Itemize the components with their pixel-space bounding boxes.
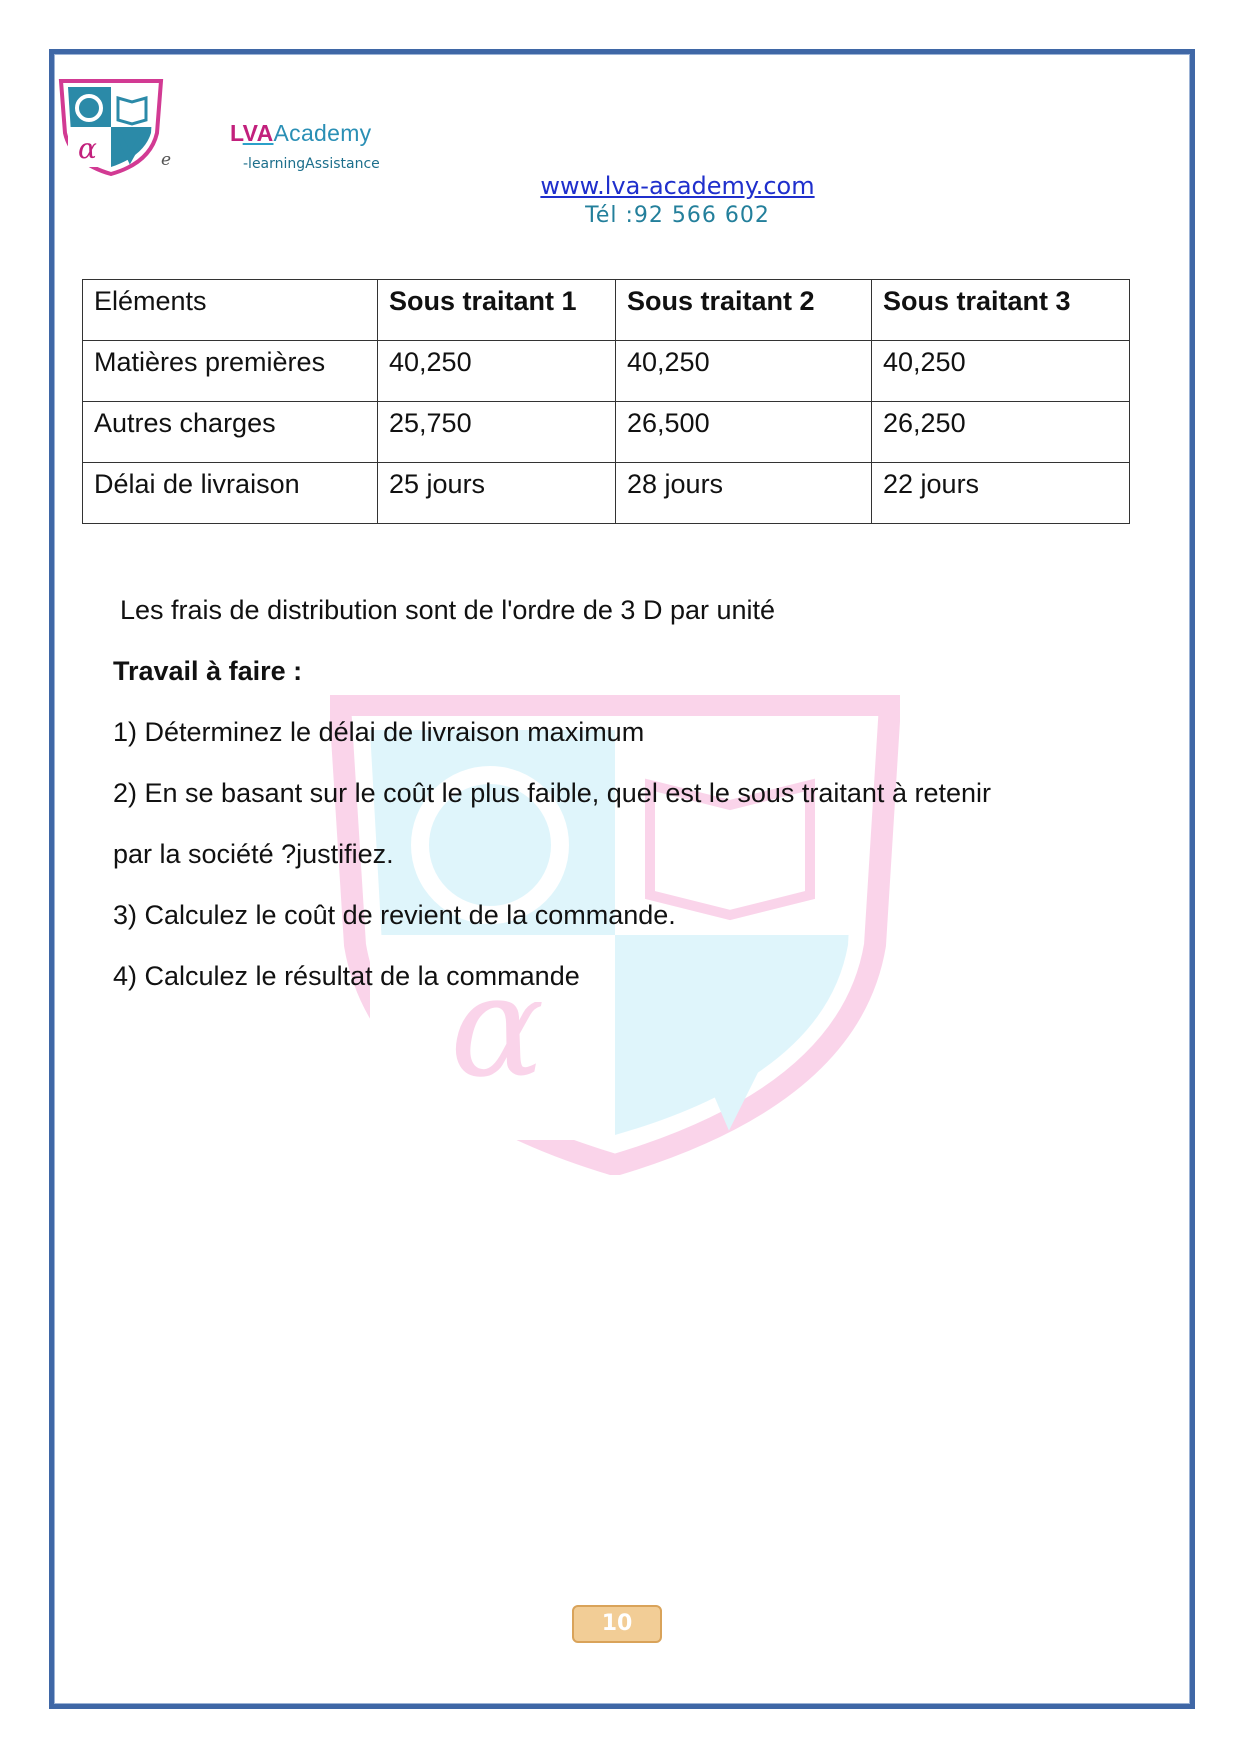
question-3: 3) Calculez le coût de revient de la commande. — [113, 900, 676, 930]
subcontractor-table — [82, 279, 1130, 524]
table-cell: 40,250 — [378, 341, 616, 402]
brand-name: LVAAcademy — [230, 120, 372, 146]
table-cell: 22 jours — [872, 463, 1130, 524]
question-4: 4) Calculez le résultat de la commande — [113, 961, 580, 991]
table-cell: 26,250 — [872, 402, 1130, 463]
table-cell: Matières premières — [83, 341, 378, 402]
table-cell: Autres charges — [83, 402, 378, 463]
academy-logo — [58, 78, 164, 176]
website-link[interactable]: www.lva-academy.com — [540, 172, 815, 200]
table-row — [83, 402, 1130, 463]
distribution-note: Les frais de distribution sont de l'ordre de 3 D par unité — [120, 595, 776, 625]
question-1: 1) Déterminez le délai de livraison maximum — [113, 717, 645, 747]
table-header-cell: Sous traitant 2 — [616, 280, 872, 341]
table-row — [83, 341, 1130, 402]
brand-tagline: -learningAssistance — [243, 156, 380, 172]
table-header-cell: Eléments — [83, 280, 378, 341]
table-cell: 26,500 — [616, 402, 872, 463]
table-cell: 25,750 — [378, 402, 616, 463]
svg-text:α: α — [450, 946, 545, 1109]
table-header-cell: Sous traitant 1 — [378, 280, 616, 341]
shield-watermark — [330, 695, 900, 1175]
table-cell: 40,250 — [616, 341, 872, 402]
task-heading: Travail à faire : — [113, 656, 303, 686]
svg-text:α: α — [78, 132, 97, 165]
table-cell: Délai de livraison — [83, 463, 378, 524]
phone-number: Tél :92 566 602 — [585, 203, 770, 228]
table-cell: 28 jours — [616, 463, 872, 524]
table-row — [83, 463, 1130, 524]
page-number-badge: 10 — [572, 1605, 662, 1643]
question-2-line-2: par la société ?justifiez. — [113, 839, 394, 869]
table-cell: 40,250 — [872, 341, 1130, 402]
question-2-line-1: 2) En se basant sur le coût le plus faible, quel est le sous traitant à retenir — [113, 778, 991, 808]
logo-e-letter: e — [161, 150, 172, 170]
table-cell: 25 jours — [378, 463, 616, 524]
table-header-cell: Sous traitant 3 — [872, 280, 1130, 341]
table-header-row — [83, 280, 1130, 341]
